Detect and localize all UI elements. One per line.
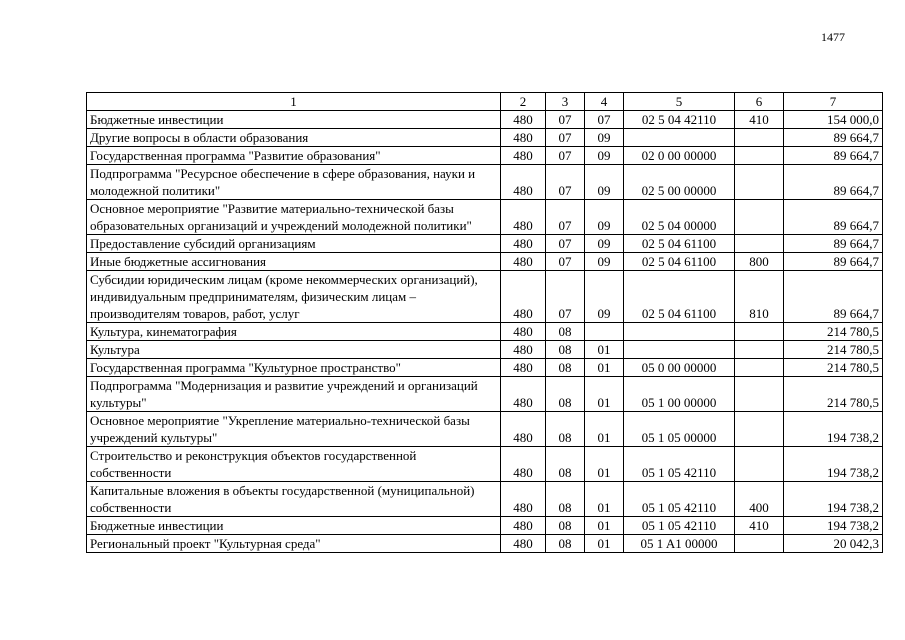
target-article-code-cell: 05 1 05 42110 [624, 482, 735, 517]
admin-code-cell: 480 [501, 147, 546, 165]
target-article-code-cell: 05 0 00 00000 [624, 359, 735, 377]
amount-cell: 194 738,2 [784, 447, 883, 482]
table-row [87, 271, 883, 323]
table-row [87, 165, 883, 200]
item-name-cell: Подпрограмма "Ресурсное обеспечение в сфере образования, науки и молодежной политики" [87, 165, 501, 200]
table-row [87, 235, 883, 253]
item-name-cell: Предоставление субсидий организациям [87, 235, 501, 253]
amount-cell: 89 664,7 [784, 200, 883, 235]
expense-type-code-cell [735, 359, 784, 377]
section-code-cell: 08 [546, 447, 585, 482]
subsection-code-cell: 07 [585, 111, 624, 129]
expense-type-code-cell: 410 [735, 111, 784, 129]
header-col-6: 6 [735, 93, 784, 111]
section-code-cell: 08 [546, 323, 585, 341]
table-row [87, 482, 883, 517]
admin-code-cell: 480 [501, 271, 546, 323]
admin-code-cell: 480 [501, 482, 546, 517]
header-col-3: 3 [546, 93, 585, 111]
item-name-cell: Субсидии юридическим лицам (кроме некоммерческих организаций), индивидуальным предпринимателям, физическим лицам – производителям товаров, работ, услуг [87, 271, 501, 323]
admin-code-cell: 480 [501, 129, 546, 147]
section-code-cell: 07 [546, 253, 585, 271]
section-code-cell: 08 [546, 377, 585, 412]
section-code-cell: 07 [546, 147, 585, 165]
item-name-cell: Бюджетные инвестиции [87, 111, 501, 129]
subsection-code-cell: 01 [585, 517, 624, 535]
header-col-4: 4 [585, 93, 624, 111]
header-col-1: 1 [87, 93, 501, 111]
target-article-code-cell: 05 1 05 42110 [624, 517, 735, 535]
amount-cell: 89 664,7 [784, 235, 883, 253]
item-name-cell: Государственная программа "Развитие образования" [87, 147, 501, 165]
admin-code-cell: 480 [501, 200, 546, 235]
amount-cell: 89 664,7 [784, 165, 883, 200]
amount-cell: 214 780,5 [784, 359, 883, 377]
target-article-code-cell: 02 5 04 61100 [624, 235, 735, 253]
table-row [87, 147, 883, 165]
section-code-cell: 07 [546, 271, 585, 323]
table-row [87, 447, 883, 482]
section-code-cell: 08 [546, 359, 585, 377]
table-row [87, 412, 883, 447]
subsection-code-cell: 09 [585, 147, 624, 165]
expense-type-code-cell: 410 [735, 517, 784, 535]
item-name-cell: Капитальные вложения в объекты государственной (муниципальной) собственности [87, 482, 501, 517]
subsection-code-cell: 09 [585, 129, 624, 147]
target-article-code-cell [624, 323, 735, 341]
admin-code-cell: 480 [501, 535, 546, 553]
admin-code-cell: 480 [501, 341, 546, 359]
item-name-cell: Основное мероприятие "Укрепление материально-технической базы учреждений культуры" [87, 412, 501, 447]
target-article-code-cell: 05 1 05 42110 [624, 447, 735, 482]
amount-cell: 89 664,7 [784, 147, 883, 165]
header-col-2: 2 [501, 93, 546, 111]
subsection-code-cell: 09 [585, 200, 624, 235]
expense-type-code-cell: 400 [735, 482, 784, 517]
subsection-code-cell: 09 [585, 271, 624, 323]
amount-cell: 214 780,5 [784, 377, 883, 412]
subsection-code-cell: 01 [585, 341, 624, 359]
admin-code-cell: 480 [501, 359, 546, 377]
header-row [87, 93, 883, 111]
admin-code-cell: 480 [501, 323, 546, 341]
item-name-cell: Другие вопросы в области образования [87, 129, 501, 147]
subsection-code-cell: 01 [585, 377, 624, 412]
target-article-code-cell: 05 1 00 00000 [624, 377, 735, 412]
amount-cell: 20 042,3 [784, 535, 883, 553]
expense-type-code-cell: 810 [735, 271, 784, 323]
subsection-code-cell: 09 [585, 235, 624, 253]
expense-type-code-cell [735, 535, 784, 553]
table-row [87, 377, 883, 412]
expense-type-code-cell [735, 200, 784, 235]
table-row [87, 517, 883, 535]
target-article-code-cell [624, 341, 735, 359]
expense-type-code-cell [735, 341, 784, 359]
admin-code-cell: 480 [501, 412, 546, 447]
target-article-code-cell: 02 5 04 00000 [624, 200, 735, 235]
section-code-cell: 08 [546, 341, 585, 359]
expense-type-code-cell [735, 147, 784, 165]
amount-cell: 214 780,5 [784, 341, 883, 359]
subsection-code-cell: 01 [585, 535, 624, 553]
amount-cell: 89 664,7 [784, 271, 883, 323]
table-row [87, 359, 883, 377]
amount-cell: 194 738,2 [784, 412, 883, 447]
amount-cell: 214 780,5 [784, 323, 883, 341]
page-number: 1477 [821, 30, 845, 44]
item-name-cell: Региональный проект "Культурная среда" [87, 535, 501, 553]
table-row [87, 129, 883, 147]
admin-code-cell: 480 [501, 517, 546, 535]
admin-code-cell: 480 [501, 235, 546, 253]
expense-type-code-cell [735, 447, 784, 482]
target-article-code-cell: 02 5 04 61100 [624, 253, 735, 271]
expense-type-code-cell [735, 235, 784, 253]
target-article-code-cell: 02 0 00 00000 [624, 147, 735, 165]
subsection-code-cell: 01 [585, 412, 624, 447]
subsection-code-cell [585, 323, 624, 341]
section-code-cell: 08 [546, 517, 585, 535]
expense-type-code-cell: 800 [735, 253, 784, 271]
expense-type-code-cell [735, 129, 784, 147]
subsection-code-cell: 09 [585, 165, 624, 200]
expense-type-code-cell [735, 323, 784, 341]
amount-cell: 89 664,7 [784, 129, 883, 147]
target-article-code-cell: 02 5 04 42110 [624, 111, 735, 129]
subsection-code-cell: 01 [585, 447, 624, 482]
section-code-cell: 08 [546, 535, 585, 553]
expense-type-code-cell [735, 377, 784, 412]
header-col-7: 7 [784, 93, 883, 111]
amount-cell: 194 738,2 [784, 482, 883, 517]
target-article-code-cell [624, 129, 735, 147]
section-code-cell: 07 [546, 165, 585, 200]
table-row [87, 341, 883, 359]
table-row [87, 323, 883, 341]
item-name-cell: Строительство и реконструкция объектов государственной собственности [87, 447, 501, 482]
section-code-cell: 07 [546, 200, 585, 235]
budget-table [86, 92, 883, 553]
table-row [87, 200, 883, 235]
item-name-cell: Государственная программа "Культурное пространство" [87, 359, 501, 377]
section-code-cell: 07 [546, 235, 585, 253]
table-header [87, 93, 883, 111]
section-code-cell: 08 [546, 412, 585, 447]
amount-cell: 194 738,2 [784, 517, 883, 535]
section-code-cell: 07 [546, 111, 585, 129]
table-row [87, 253, 883, 271]
expense-type-code-cell [735, 412, 784, 447]
subsection-code-cell: 01 [585, 482, 624, 517]
amount-cell: 154 000,0 [784, 111, 883, 129]
table-body [87, 111, 883, 553]
target-article-code-cell: 02 5 00 00000 [624, 165, 735, 200]
item-name-cell: Культура [87, 341, 501, 359]
header-col-5: 5 [624, 93, 735, 111]
table-row [87, 111, 883, 129]
item-name-cell: Подпрограмма "Модернизация и развитие учреждений и организаций культуры" [87, 377, 501, 412]
table-row [87, 535, 883, 553]
expense-type-code-cell [735, 165, 784, 200]
target-article-code-cell: 02 5 04 61100 [624, 271, 735, 323]
target-article-code-cell: 05 1 05 00000 [624, 412, 735, 447]
admin-code-cell: 480 [501, 111, 546, 129]
section-code-cell: 07 [546, 129, 585, 147]
admin-code-cell: 480 [501, 377, 546, 412]
admin-code-cell: 480 [501, 253, 546, 271]
subsection-code-cell: 09 [585, 253, 624, 271]
item-name-cell: Бюджетные инвестиции [87, 517, 501, 535]
item-name-cell: Культура, кинематография [87, 323, 501, 341]
admin-code-cell: 480 [501, 165, 546, 200]
amount-cell: 89 664,7 [784, 253, 883, 271]
item-name-cell: Основное мероприятие "Развитие материально-технической базы образовательных организаций и учреждений молодежной политики" [87, 200, 501, 235]
section-code-cell: 08 [546, 482, 585, 517]
target-article-code-cell: 05 1 A1 00000 [624, 535, 735, 553]
subsection-code-cell: 01 [585, 359, 624, 377]
item-name-cell: Иные бюджетные ассигнования [87, 253, 501, 271]
admin-code-cell: 480 [501, 447, 546, 482]
